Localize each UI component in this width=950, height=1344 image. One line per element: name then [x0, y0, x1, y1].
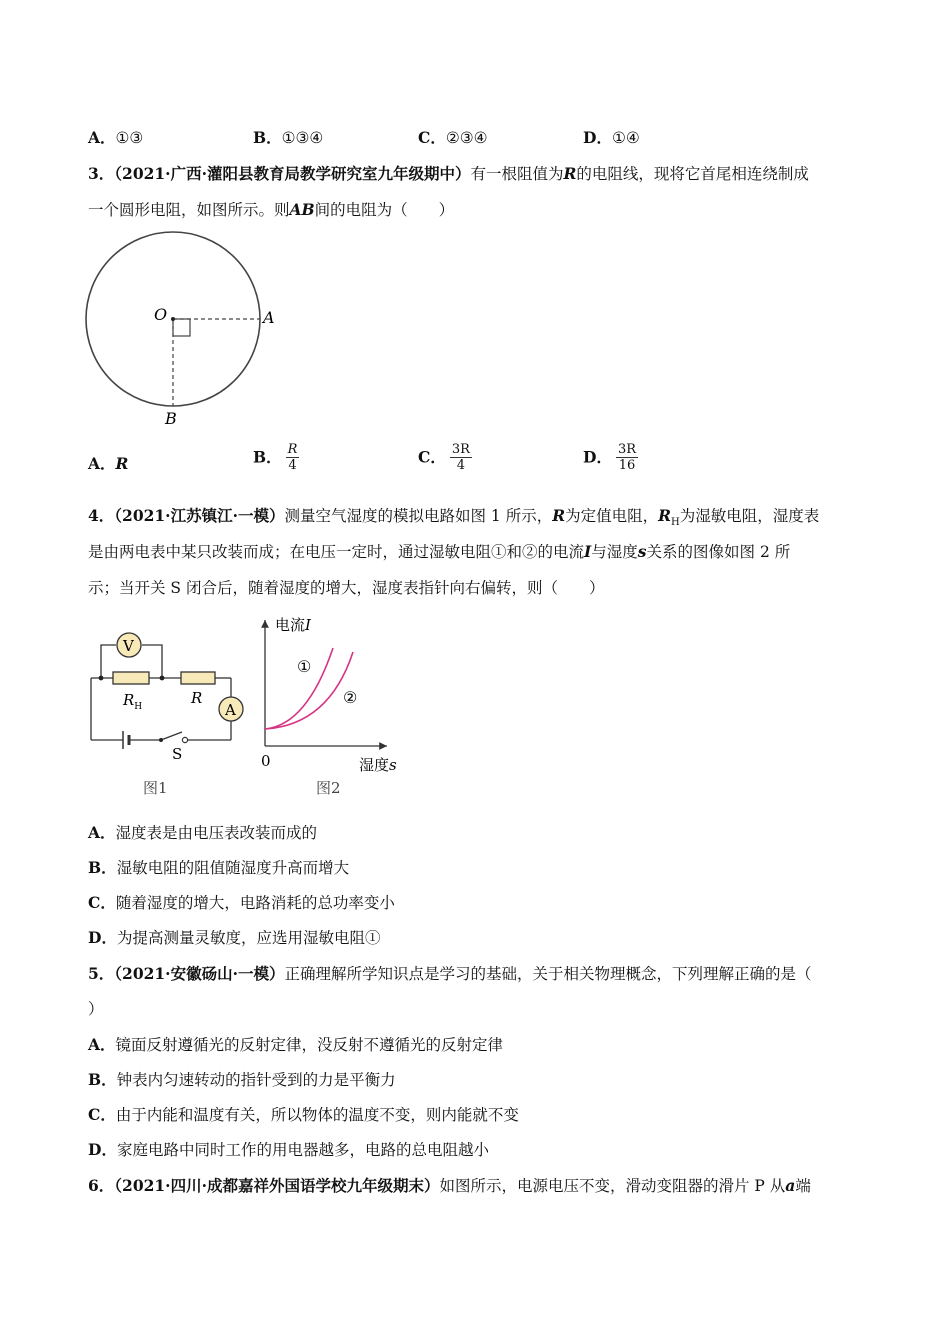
q3-option-d[interactable]: D． $\frac{3R}{16}$ — [583, 442, 637, 473]
q3-source: （2021·广西·灌阳县教育局教学研究室九年级期中） — [114, 164, 471, 183]
fraction-3r-over-16: $\frac{3R}{16}$ — [617, 442, 637, 473]
y-axis-label: 电流I — [275, 616, 311, 634]
svg-text:RH: $R_H$ — [123, 691, 143, 712]
curve-2-label: ② — [343, 688, 358, 707]
q2-options — [88, 127, 848, 149]
svg-text:R: R — [191, 689, 203, 707]
fraction-3r-over-4: $\frac{3R}{4}$ — [451, 442, 470, 473]
q3-stem-line2: 一个圆形电阻，如图所示。则AB间的电阻为（ ） — [88, 200, 455, 219]
q3-option-b[interactable]: B． $\frac{R}{4}$ — [253, 442, 298, 473]
q4-stem-line3: 示；当开关 S 闭合后，随着湿度的增大，湿度表指针向右偏转，则（ ） — [88, 579, 605, 597]
q5-stem-line2: ） — [88, 1000, 104, 1018]
humidity-resistor-rh — [113, 672, 149, 684]
q2-option-a[interactable]: A．①③ — [88, 128, 144, 147]
q4-graph-figure — [255, 612, 415, 807]
q6-stem-line1: 6．（2021·四川·成都嘉祥外国语学校九年级期末）如图所示，电源电压不变，滑动变阻器的滑片 P 从a端 — [88, 1176, 811, 1195]
switch-contact — [182, 737, 187, 742]
q5-option-c[interactable]: C．由于内能和温度有关，所以物体的温度不变，则内能就不变 — [88, 1105, 519, 1124]
switch-lever — [161, 732, 182, 740]
q3-option-c[interactable]: C． $\frac{3R}{4}$ — [418, 442, 470, 473]
q5-option-d[interactable]: D．家庭电路中同时工作的用电器越多，电路的总电阻越小 — [88, 1140, 489, 1159]
right-angle-mark — [173, 319, 190, 336]
q3-stem-line1: 3．（2021·广西·灌阳县教育局教学研究室九年级期中）有一根阻值为R的电阻线，现将它首尾相连绕制成 — [88, 164, 809, 183]
q6-source: （2021·四川·成都嘉祥外国语学校九年级期末） — [114, 1176, 440, 1195]
q4-option-b[interactable]: B．湿敏电阻的阻值随湿度升高而增大 — [88, 858, 350, 877]
label-b: B — [165, 409, 177, 428]
svg-text:V: V — [123, 637, 134, 655]
q5-source: （2021·安徽砀山·一模） — [114, 964, 285, 983]
switch-label: S — [172, 745, 183, 763]
q4-circuit-figure — [85, 625, 250, 805]
fraction-r-over-4: $\frac{R}{4}$ — [287, 442, 298, 473]
q4-option-d[interactable]: D．为提高测量灵敏度，应选用湿敏电阻① — [88, 928, 381, 947]
x-axis-label: 湿度s — [359, 756, 397, 774]
q3-circle-figure — [80, 228, 290, 433]
q4-option-a[interactable]: A．湿度表是由电压表改装而成的 — [88, 823, 318, 842]
fig2-caption: 图2 — [316, 779, 341, 797]
q2-option-d[interactable]: D．①④ — [583, 128, 640, 147]
q3-option-a[interactable]: A．R — [88, 454, 129, 473]
q5-option-b[interactable]: B．钟表内匀速转动的指针受到的力是平衡力 — [88, 1070, 396, 1089]
q4-option-c[interactable]: C．随着湿度的增大，电路消耗的总功率变小 — [88, 893, 395, 912]
q2-option-c[interactable]: C．②③④ — [418, 128, 488, 147]
q5-stem-line1: 5．（2021·安徽砀山·一模）正确理解所学知识点是学习的基础，关于相关物理概念，下列理解正确的是（ — [88, 964, 812, 983]
fixed-resistor-r — [181, 672, 215, 684]
q3-options — [88, 442, 848, 486]
origin-label: 0 — [261, 752, 271, 770]
label-a: A — [263, 308, 275, 327]
svg-text:A: A — [225, 701, 236, 719]
q4-source: （2021·江苏镇江·一模） — [114, 506, 285, 525]
q4-stem-line1: 4．（2021·江苏镇江·一模）测量空气湿度的模拟电路如图 1 所示，R为定值电阻，$R_H$为湿敏电阻，湿度表 — [88, 506, 820, 529]
curve-1-label: ① — [297, 657, 312, 676]
center-point — [171, 317, 175, 321]
q2-option-b[interactable]: B．①③④ — [253, 128, 324, 147]
q5-option-a[interactable]: A．镜面反射遵循光的反射定律，没反射不遵循光的反射定律 — [88, 1035, 504, 1054]
label-o: O — [154, 305, 168, 324]
q4-stem-line2: 是由两电表中某只改装而成；在电压一定时，通过湿敏电阻①和②的电流I与湿度s关系的图像如图 2 所 — [88, 542, 791, 561]
fig1-caption: 图1 — [143, 779, 168, 797]
